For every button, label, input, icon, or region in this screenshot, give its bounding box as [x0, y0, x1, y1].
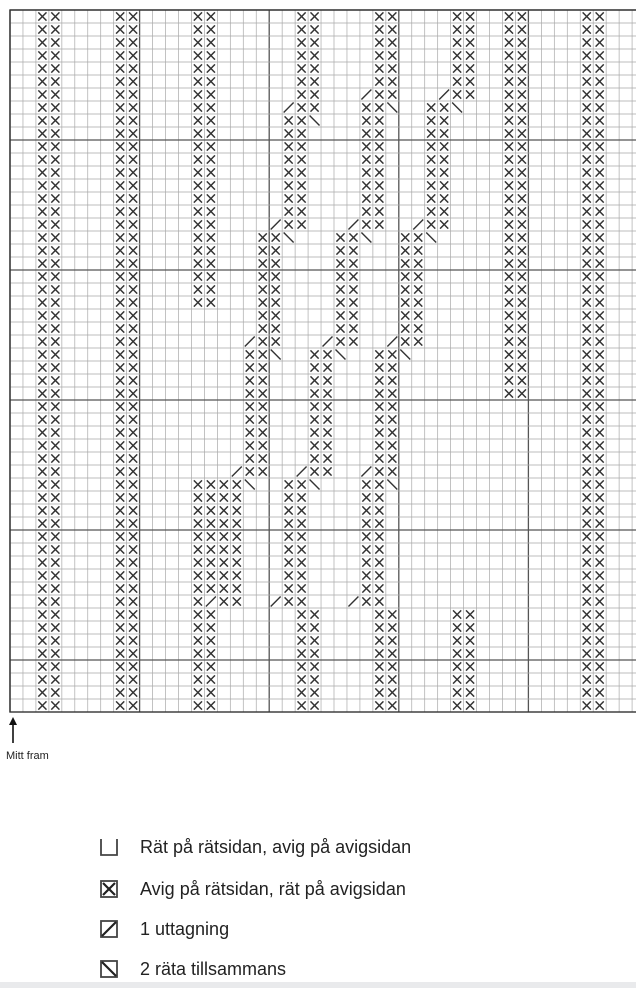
up-arrow-icon [6, 716, 20, 744]
increase-slash-icon [100, 920, 118, 938]
x-square-icon [100, 880, 118, 898]
legend-label: Avig på rätsidan, rät på avigsidan [140, 878, 406, 899]
center-arrow [6, 716, 20, 749]
legend-label: 1 uttagning [140, 918, 230, 939]
center-front-label: Mitt fram [6, 750, 49, 762]
legend-item-increase [100, 914, 411, 944]
legend-label: Rät på rätsidan, avig på avigsidan [140, 836, 412, 857]
k2tog-backslash-icon [100, 960, 118, 978]
legend-item-k2tog [100, 954, 411, 984]
empty-square-icon [100, 838, 118, 856]
bottom-bar [0, 982, 636, 988]
legend [100, 832, 411, 994]
legend-item-purl [100, 874, 411, 904]
legend-item-knit [100, 832, 411, 862]
legend-label: 2 räta tillsammans [140, 958, 287, 979]
